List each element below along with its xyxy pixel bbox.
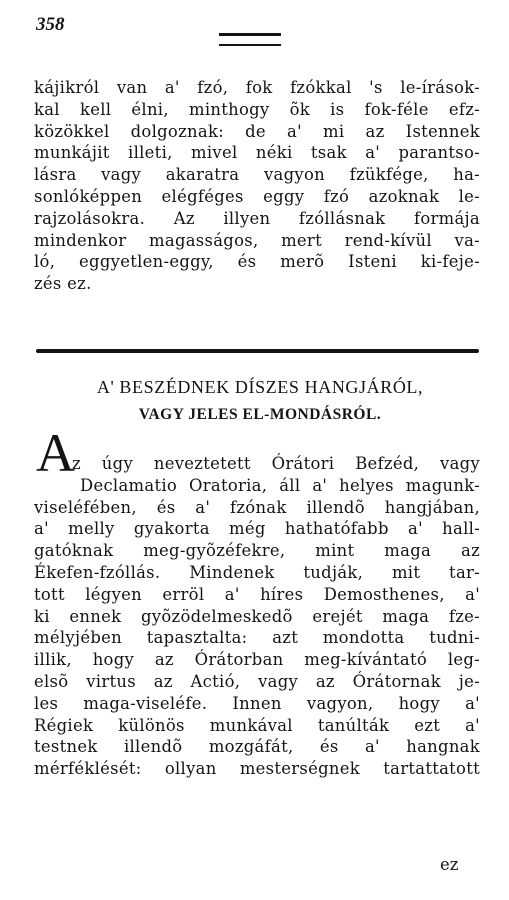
- text-line: elsõ virtus az Actió, vagy az Órátornak je-: [34, 671, 480, 691]
- text-line: sonlóképpen elégféges eggy fzó azoknak le-: [34, 186, 480, 206]
- text-line: Declamatio Oratoria, áll a' helyes magunk-: [80, 475, 480, 495]
- text-line: lásra vagy akaratra vagyon fzükfége, ha-: [34, 165, 480, 185]
- text-line: kal kell élni, minthogy õk is fok-féle efz-: [34, 99, 480, 119]
- text-line: ló, eggyetlen-eggy, és merõ Isteni ki-feje-: [34, 252, 480, 272]
- drop-cap-initial: A: [36, 423, 75, 483]
- text-line: zés ez.: [34, 274, 92, 294]
- text-line: mérféklését: ollyan mesterségnek tartattatott: [34, 759, 480, 779]
- text-line: kájikról van a' fzó, fok fzókkal 's le-írások-: [34, 78, 480, 97]
- text-line: z úgy neveztetett Órátori Befzéd, vagy: [72, 454, 480, 473]
- text-line: Régiek különös munkával tanúlták ezt a': [34, 715, 480, 735]
- section-divider: [36, 349, 479, 353]
- text-line: viseléfében, és a' fzónak illendõ hangjában,: [34, 497, 480, 517]
- catchword: ez: [440, 855, 459, 874]
- text-line: mélyjében tapasztalta: azt mondotta tudni-: [34, 628, 480, 648]
- section-heading: A' BESZÉDNEK DÍSZES HANGJÁRÓL,: [96, 377, 424, 397]
- text-line: a' melly gyakorta még hathatófabb a' hall-: [34, 519, 480, 539]
- text-line: rajzolásokra. Az illyen fzóllásnak formája: [34, 208, 480, 228]
- text-line: gatóknak meg-gyõzéfekre, mint maga az: [34, 541, 480, 561]
- text-line: tott légyen erröl a' híres Demosthenes, a': [34, 584, 480, 604]
- text-line: munkájit illeti, mivel néki tsak a' parantso-: [34, 143, 480, 163]
- text-line: mindenkor magasságos, mert rend-kívül va-: [34, 230, 480, 250]
- paragraph-main: [34, 453, 480, 780]
- section-subheading: VAGY JELES EL-MONDÁSRÓL.: [138, 406, 382, 423]
- paragraph-continued: [34, 77, 480, 295]
- text-line: les maga-viseléfe. Innen vagyon, hogy a': [34, 693, 480, 713]
- text-line: ki ennek gyõzödelmeskedõ erejét maga fze-: [34, 606, 480, 626]
- page-number: 358: [36, 14, 65, 35]
- text-line: illik, hogy az Órátorban meg-kívántató leg-: [34, 650, 480, 670]
- text-line: testnek illendõ mozgáfát, és a' hangnak: [34, 737, 480, 757]
- text-line: Ékefen-fzóllás. Mindenek tudják, mit tar-: [34, 562, 480, 582]
- header-rule: [219, 33, 281, 46]
- text-line: közökkel dolgoznak: de a' mi az Istennek: [34, 121, 480, 141]
